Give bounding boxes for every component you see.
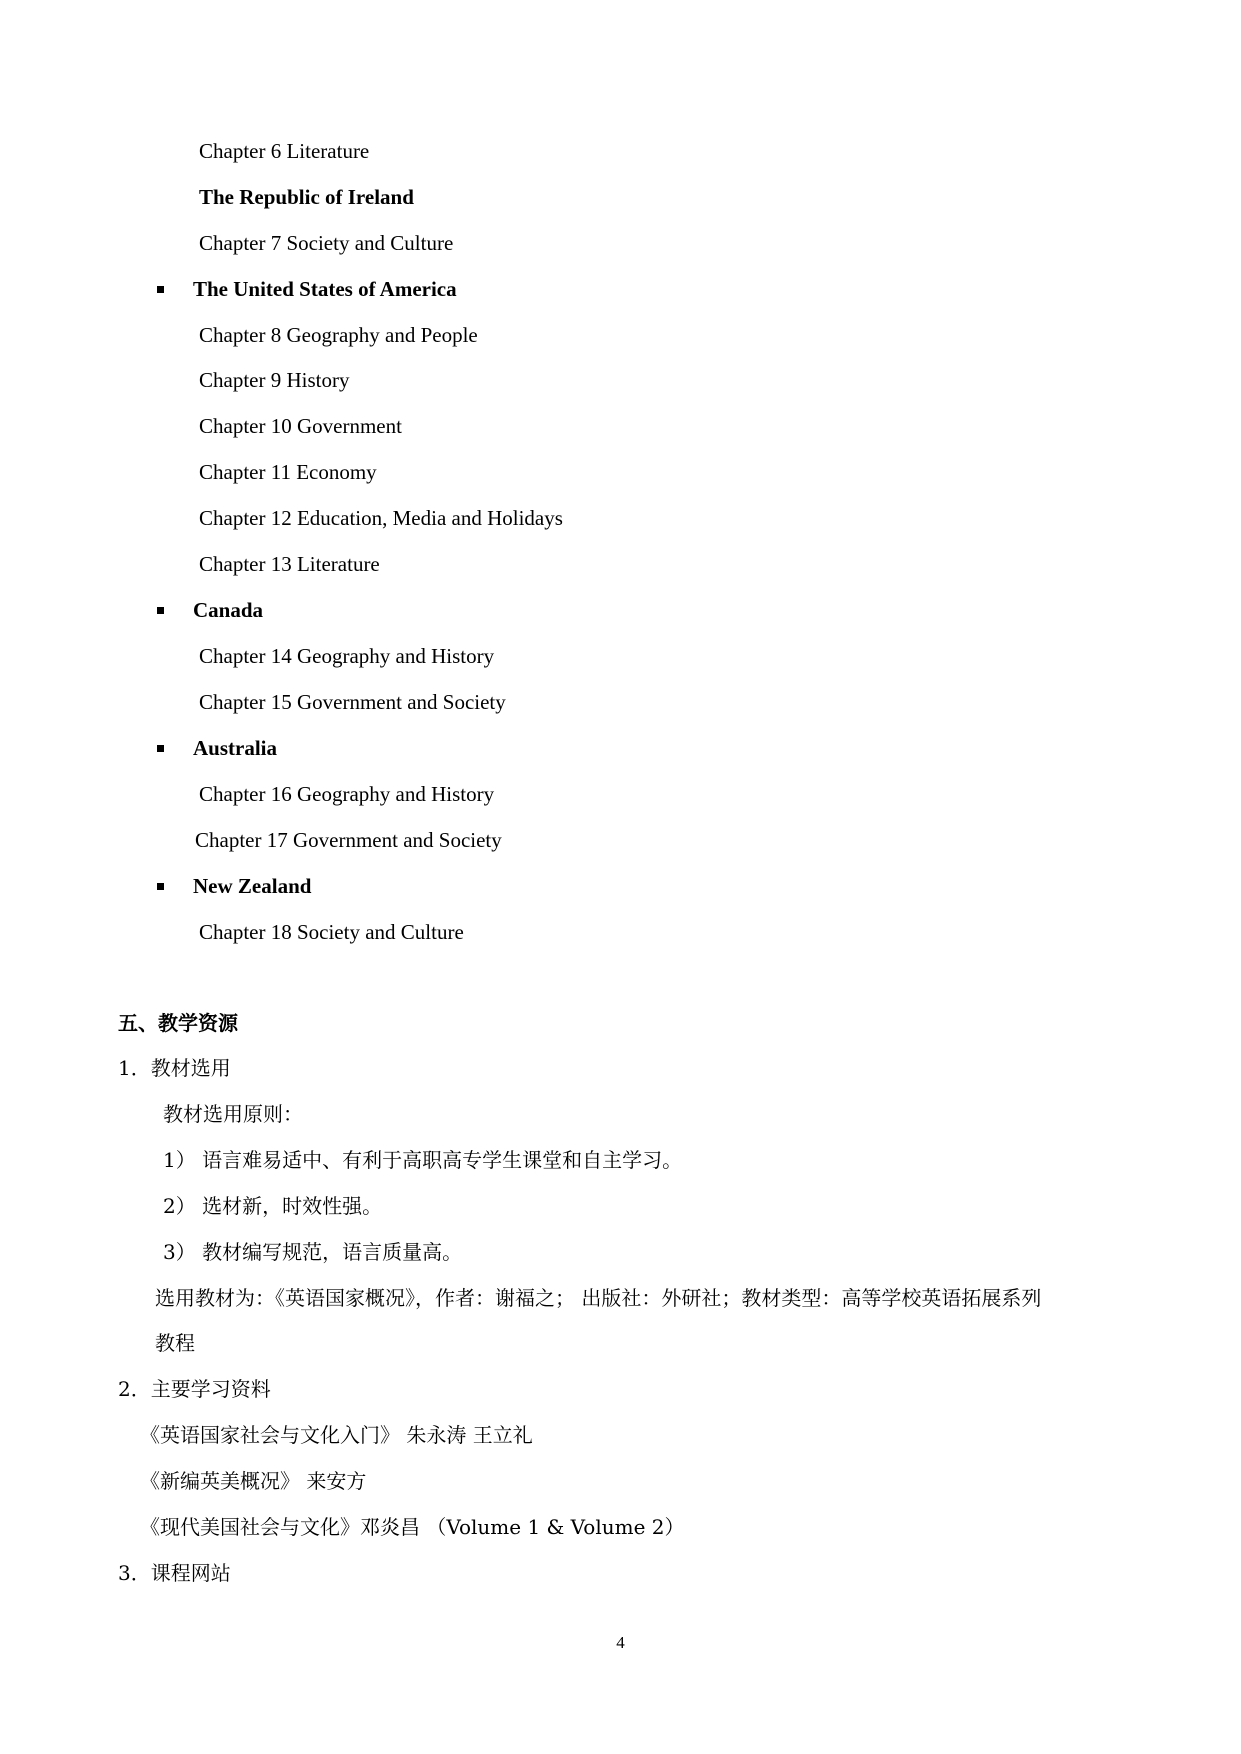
chapter-16: Chapter 16 Geography and History: [199, 782, 495, 806]
chapter-11: Chapter 11 Economy: [199, 460, 377, 484]
reference-3: 《现代美国社会与文化》邓炎昌 （Volume 1 & Volume 2）: [140, 1515, 685, 1539]
chapter-9: Chapter 9 History: [199, 368, 350, 392]
chapter-13: Chapter 13 Literature: [199, 552, 380, 576]
item-textbook-selection: 1．教材选用: [118, 1056, 231, 1080]
chapter-14: Chapter 14 Geography and History: [199, 644, 495, 668]
section-canada: Canada: [193, 598, 264, 622]
principle-2: 2） 选材新，时效性强。: [163, 1194, 383, 1218]
page-number: 4: [616, 1633, 625, 1652]
item-course-website: 3．课程网站: [118, 1561, 231, 1585]
section-australia: Australia: [193, 736, 277, 760]
resources-heading: 五、教学资源: [118, 1011, 238, 1035]
chapter-18: Chapter 18 Society and Culture: [199, 920, 464, 944]
chapter-17: Chapter 17 Government and Society: [195, 828, 502, 852]
bullet-square-icon: [157, 745, 164, 752]
chapter-15: Chapter 15 Government and Society: [199, 690, 506, 714]
principle-1: 1） 语言难易适中、有利于高职高专学生课堂和自主学习。: [163, 1148, 683, 1172]
textbook-info: 选用教材为：《英语国家概况》，作者：谢福之； 出版社：外研社；教材类型：高等学校英语拓展系列: [155, 1286, 1042, 1310]
chapter-10: Chapter 10 Government: [199, 414, 402, 438]
item-main-materials: 2．主要学习资料: [118, 1377, 271, 1401]
bullet-square-icon: [157, 286, 164, 293]
section-new-zealand: New Zealand: [193, 874, 312, 898]
bullet-square-icon: [157, 607, 164, 614]
bullet-square-icon: [157, 883, 164, 890]
textbook-info-continued: 教程: [155, 1331, 195, 1355]
reference-2: 《新编英美概况》 来安方: [140, 1469, 367, 1493]
chapter-12: Chapter 12 Education, Media and Holidays: [199, 506, 563, 530]
chapter-6: Chapter 6 Literature: [199, 139, 370, 163]
principle-3: 3） 教材编写规范，语言质量高。: [163, 1240, 463, 1264]
selection-principles: 教材选用原则：: [163, 1102, 303, 1126]
section-ireland: The Republic of Ireland: [199, 185, 414, 209]
chapter-7: Chapter 7 Society and Culture: [199, 231, 454, 255]
chapter-8: Chapter 8 Geography and People: [199, 323, 478, 347]
reference-1: 《英语国家社会与文化入门》 朱永涛 王立礼: [140, 1423, 533, 1447]
section-usa: The United States of America: [193, 277, 457, 301]
